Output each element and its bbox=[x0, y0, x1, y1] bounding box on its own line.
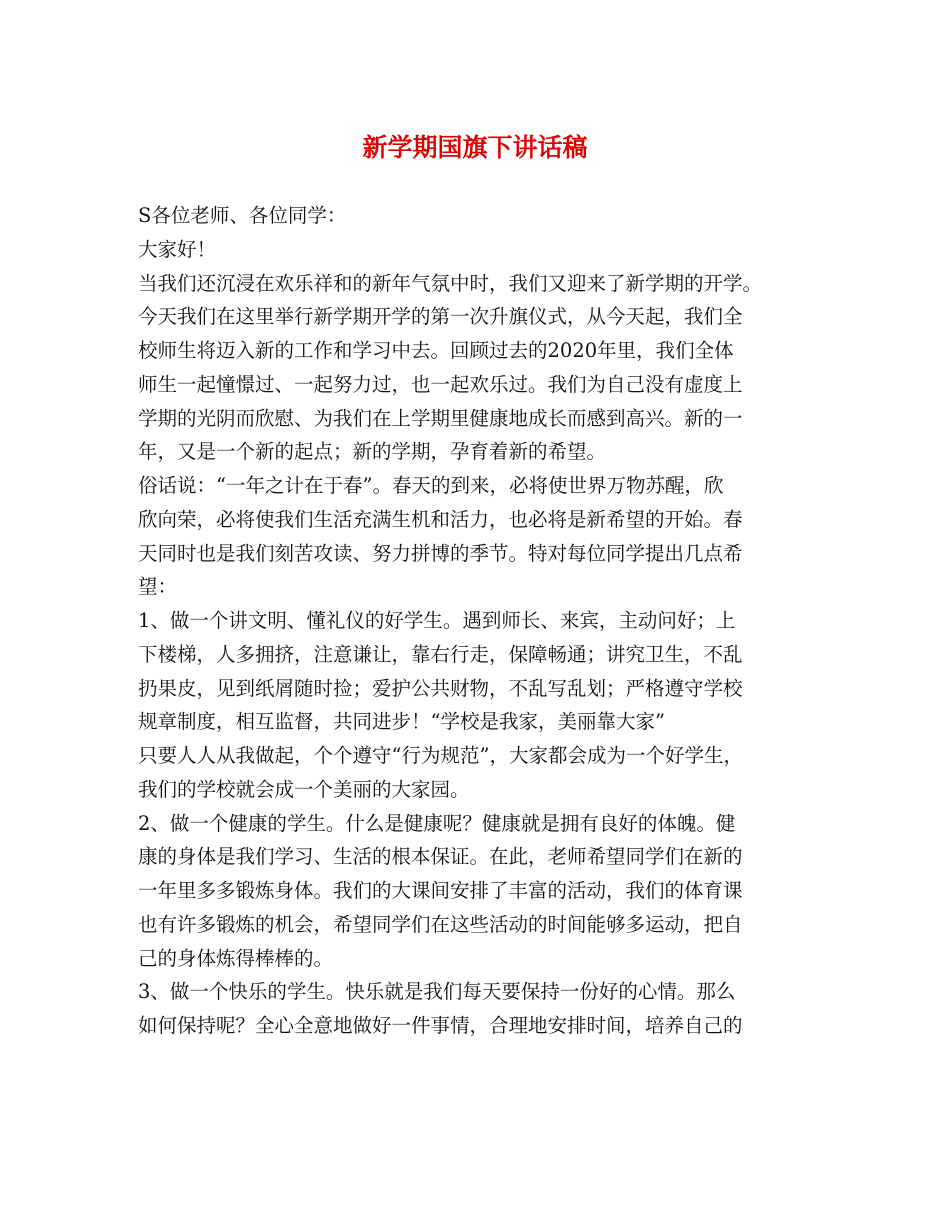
text-line: 望： bbox=[138, 575, 178, 599]
text-line: 如何保持呢？全心全意地做好一件事情，合理地安排时间，培养自己的 bbox=[138, 1014, 743, 1037]
text-line: 我们的学校就会成一个美丽的大家园。 bbox=[138, 777, 470, 801]
text-line: 一年里多多锻炼身体。我们的大课间安排了丰富的活动，我们的体育课 bbox=[138, 879, 743, 902]
text-line: 2、做一个健康的学生。什么是健康呢？健康就是拥有良好的体魄。健 bbox=[138, 811, 736, 835]
text-line: 天同时也是我们刻苦攻读、努力拼博的季节。特对每位同学提出几点希 bbox=[138, 541, 743, 565]
text-line: 年，又是一个新的起点；新的学期，孕育着新的希望。 bbox=[138, 440, 607, 464]
text-line: 康的身体是我们学习、生活的根本保证。在此，老师希望同学们在新的 bbox=[138, 845, 743, 869]
text-line: 只要人人从我做起，个个遵守“行为规范”，大家都会成为一个好学生， bbox=[138, 744, 743, 767]
text-line: 校师生将迈入新的工作和学习中去。回顾过去的2020年里，我们全体 bbox=[138, 339, 734, 362]
text-line: 学期的光阴而欣慰、为我们在上学期里健康地成长而感到高兴。新的一 bbox=[138, 406, 743, 430]
text-line: 规章制度，相互监督，共同进步！“学校是我家，美丽靠大家” bbox=[138, 710, 665, 734]
text-line: 今天我们在这里举行新学期开学的第一次升旗仪式，从今天起，我们全 bbox=[138, 305, 743, 329]
text-line: 也有许多锻炼的机会，希望同学们在这些活动的时间能够多运动，把自 bbox=[138, 912, 743, 936]
text-line: 下楼梯，人多拥挤，注意谦让，靠右行走，保障畅通；讲究卫生，不乱 bbox=[138, 642, 743, 666]
text-line: 师生一起憧憬过、一起努力过，也一起欢乐过。我们为自己没有虚度上 bbox=[138, 372, 743, 396]
text-line: 俗话说：“一年之计在于春”。春天的到来，必将使世界万物苏醒，欣 bbox=[138, 474, 724, 497]
text-line: S各位老师、各位同学： bbox=[138, 204, 347, 227]
text-line: 3、做一个快乐的学生。快乐就是我们每天要保持一份好的心情。那么 bbox=[138, 980, 736, 1004]
document-body bbox=[138, 199, 838, 1043]
text-line: 欣向荣，必将使我们生活充满生机和活力，也必将是新希望的开始。春 bbox=[138, 507, 743, 531]
text-line: 1、做一个讲文明、懂礼仪的好学生。遇到师长、来宾，主动问好；上 bbox=[138, 609, 736, 632]
text-line: 扔果皮，见到纸屑随时捡；爱护公共财物，不乱写乱划；严格遵守学校 bbox=[138, 676, 743, 700]
document-title: 新学期国旗下讲话稿 bbox=[362, 133, 588, 162]
text-line: 己的身体炼得棒棒的。 bbox=[138, 946, 334, 970]
text-line: 大家好！ bbox=[138, 237, 217, 261]
text-line: 当我们还沉浸在欢乐祥和的新年气氛中时，我们又迎来了新学期的开学。 bbox=[138, 271, 763, 295]
